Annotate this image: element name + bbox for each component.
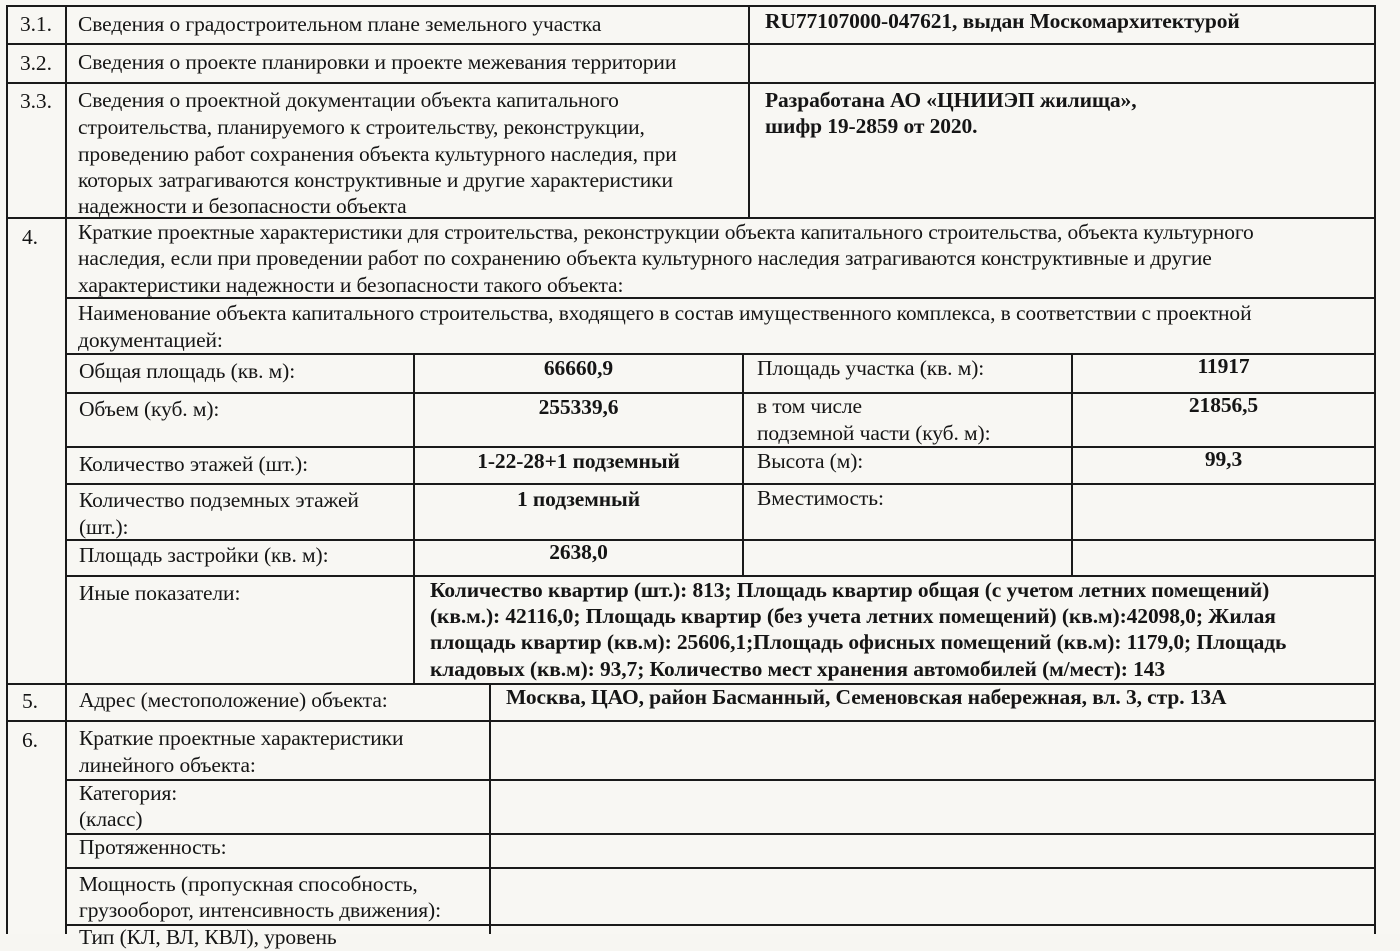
object-name-line: документацией: <box>78 328 223 352</box>
gpzu-label: Сведения о градостроительном плане земельного участка <box>78 12 602 36</box>
floors-label: Количество этажей (шт.): <box>79 452 308 476</box>
rule <box>65 779 1376 781</box>
rule <box>6 43 1376 45</box>
project-docs-label-line: строительства, планируемого к строительству, реконструкции, <box>78 115 645 139</box>
capacity-label: Вместимость: <box>757 486 884 510</box>
row-number: 6. <box>22 728 38 752</box>
characteristics-heading-line: характеристики надежности и безопасности такого объекта: <box>78 273 624 297</box>
object-name-line: Наименование объекта капитального строительства, входящего в состав имущественного комплекса, в соответствии с проектной <box>78 301 1252 325</box>
gpzu-value: RU77107000-047621, выдан Москомархитектурой <box>765 9 1240 33</box>
characteristics-heading-line: наследия, если при проведении работ по сохранению объекта культурного наследия затрагиваются конструктивные и другие <box>78 246 1212 270</box>
planning-project-label: Сведения о проекте планировки и проекте межевания территории <box>78 50 677 74</box>
underground-volume-value: 21856,5 <box>1188 393 1259 417</box>
project-docs-label-line: проведению работ сохранения объекта культурного наследия, при <box>78 142 677 166</box>
rule <box>65 833 1376 835</box>
total-area-value: 66660,9 <box>543 356 614 380</box>
rule <box>748 5 750 217</box>
site-area-label: Площадь участка (кв. м): <box>757 356 985 380</box>
rule <box>6 720 1376 722</box>
rule <box>1374 5 1376 934</box>
row-number: 3.3. <box>20 89 52 113</box>
height-label: Высота (м): <box>757 449 864 473</box>
footprint-value: 2638,0 <box>549 540 608 564</box>
category-label-line: (класс) <box>79 807 143 831</box>
floors-value: 1-22-28+1 подземный <box>477 449 680 473</box>
linear-object-heading-line: Краткие проектные характеристики <box>79 726 404 750</box>
length-label: Протяженность: <box>79 835 227 859</box>
rule <box>6 82 1376 84</box>
linear-object-heading-line: линейного объекта: <box>79 753 256 777</box>
type-label-cut: Тип (КЛ, ВЛ, КВЛ), уровень <box>79 925 337 949</box>
rule <box>65 867 1376 869</box>
other-indicators-line: кладовых (кв.м): 93,7; Количество мест хранения автомобилей (м/мест): 143 <box>430 657 1166 681</box>
other-indicators-line: (кв.м.): 42116,0; Площадь квартир (без учета летних помещений) (кв.м):42098,0; Жилая <box>430 604 1276 628</box>
row-number: 3.2. <box>20 51 52 75</box>
address-label: Адрес (местоположение) объекта: <box>79 688 388 712</box>
power-label-line: Мощность (пропускная способность, <box>79 872 418 896</box>
rule <box>65 483 1376 485</box>
project-docs-label-line: надежности и безопасности объекта <box>78 194 407 218</box>
power-label-line: грузооборот, интенсивность движения): <box>79 898 441 922</box>
rule <box>742 353 744 575</box>
total-area-label: Общая площадь (кв. м): <box>79 359 296 383</box>
row-number: 3.1. <box>20 12 52 36</box>
rule <box>65 5 67 934</box>
row-number: 5. <box>22 689 38 713</box>
volume-value: 255339,6 <box>538 395 619 419</box>
site-area-value: 11917 <box>1197 354 1250 378</box>
height-value: 99,3 <box>1204 447 1243 471</box>
project-docs-value-line: шифр 19-2859 от 2020. <box>765 114 978 138</box>
characteristics-heading-line: Краткие проектные характеристики для строительства, реконструкции объекта капитального строительства, объекта культурного <box>78 220 1254 244</box>
other-indicators-line: Количество квартир (шт.): 813; Площадь квартир общая (с учетом летних помещений) <box>430 578 1270 602</box>
volume-label: Объем (куб. м): <box>79 397 220 421</box>
underground-volume-label-line: подземной части (куб. м): <box>757 421 991 445</box>
underground-floors-label-line: (шт.): <box>79 515 129 539</box>
other-indicators-label: Иные показатели: <box>79 581 241 605</box>
project-docs-value-line: Разработана АО «ЦНИИЭП жилища», <box>765 88 1137 112</box>
footprint-label: Площадь застройки (кв. м): <box>79 543 329 567</box>
row-number: 4. <box>22 225 38 249</box>
project-docs-label-line: которых затрагиваются конструктивные и другие характеристики <box>78 168 673 192</box>
rule <box>489 683 491 934</box>
other-indicators-line: площадь квартир (кв.м): 25606,1;Площадь офисных помещений (кв.м): 1179,0; Площадь <box>430 630 1287 654</box>
rule <box>6 5 1376 7</box>
category-label-line: Категория: <box>79 781 178 805</box>
rule <box>6 5 8 934</box>
project-docs-label-line: Сведения о проектной документации объекта капитального <box>78 88 619 112</box>
address-value: Москва, ЦАО, район Басманный, Семеновская набережная, вл. 3, стр. 13А <box>506 685 1227 709</box>
underground-floors-label-line: Количество подземных этажей <box>79 488 359 512</box>
underground-floors-value: 1 подземный <box>516 487 641 511</box>
underground-volume-label-line: в том числе <box>757 394 862 418</box>
